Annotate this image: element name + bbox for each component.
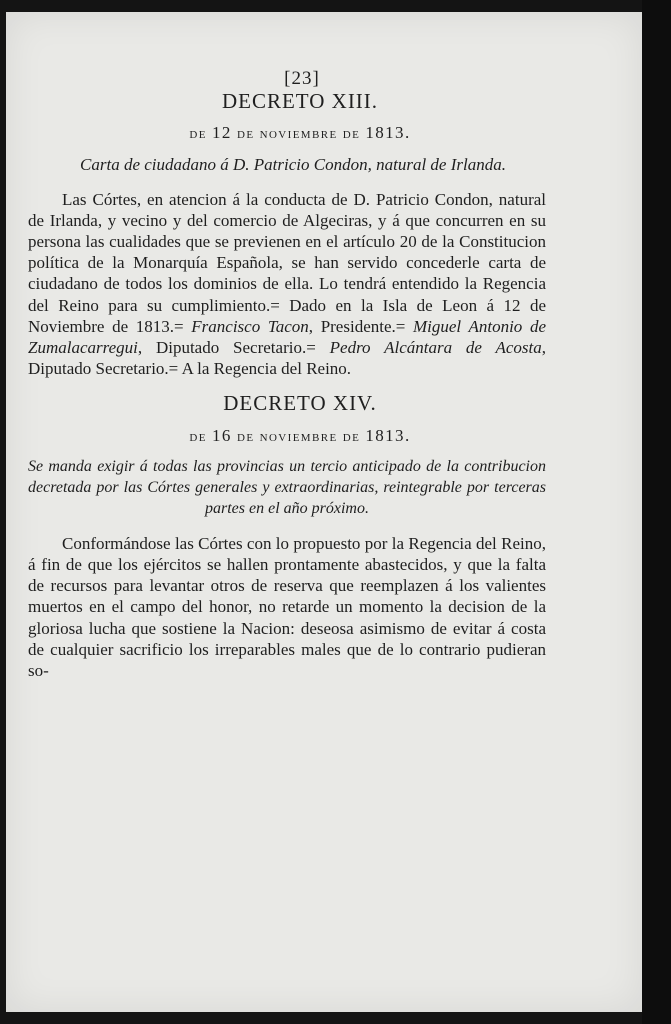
decree-body (28, 189, 546, 380)
date-day: 16 (212, 425, 232, 445)
decree-body (28, 533, 546, 681)
book-page (6, 12, 642, 1012)
page-text-block (28, 68, 546, 691)
decree-xiii (28, 91, 546, 379)
body-text: , Diputado Secretario.= A la Regencia del Reino. (28, 338, 546, 379)
decree-summary: Se manda exigir á todas las provincias un tercio anticipado de la contribucion decretada por las Córtes generales y extraordinarias, reintegrable por terceras partes en el año próximo. (28, 457, 546, 517)
signatory-name: Miguel Antonio de Zumalacarregui (28, 316, 546, 358)
body-text: Conformándose las Córtes con lo propuesto por la Regencia del Reino, á fin de que los ejércitos se hallen prontamente abastecidos, y que la falta de recursos para levantar otros de reserva que reemplazen á los valientes muertos en el campo del honor, no retarde un momento la decision de la gloriosa lucha que sostiene la Nacion: deseosa asimismo de evitar á costa de cualquier sacrificio los irreparables males que de lo contrario pudieran so- (28, 533, 546, 681)
decree-xiv (28, 393, 546, 681)
signatory-name: Pedro Alcántara de Acosta (329, 338, 542, 358)
date-day: 12 (212, 123, 232, 143)
signatory-name: Francisco Tacon (191, 316, 309, 336)
decree-summary: Carta de ciudadano á D. Patricio Condon, natural de Irlanda. (80, 154, 506, 174)
date-prefix: de (189, 126, 207, 143)
decree-title: DECRETO XIV. (223, 391, 377, 416)
body-text: , Presidente.= (308, 316, 413, 336)
date-middle: de noviembre de (236, 126, 361, 143)
body-text: Las Córtes, en atencion á la conducta de D. Patricio Condon, natural de Irlanda, y vecino y del comercio de Algeciras, y á que concurren en su persona las cualidades que se previenen en el artículo 20 de la Constitucion política de la Monarquía Española, se han servido concederle carta de ciudadano de todos los dominios de ella. Lo tendrá entendido la Regencia del Reino para su cumplimiento.= Dado en la Isla de Leon á 12 de Noviembre de 1813.= (28, 189, 546, 336)
decree-date (54, 425, 546, 448)
scan-edge (642, 0, 671, 1024)
date-prefix: de (189, 428, 207, 445)
date-year: 1813. (365, 123, 411, 143)
page-number: [23] (284, 68, 320, 89)
decree-title: DECRETO XIII. (221, 89, 379, 114)
decree-date (54, 122, 546, 145)
date-middle: de noviembre de (236, 428, 361, 445)
date-year: 1813. (365, 425, 411, 445)
body-text: , Diputado Secretario.= (137, 338, 330, 358)
